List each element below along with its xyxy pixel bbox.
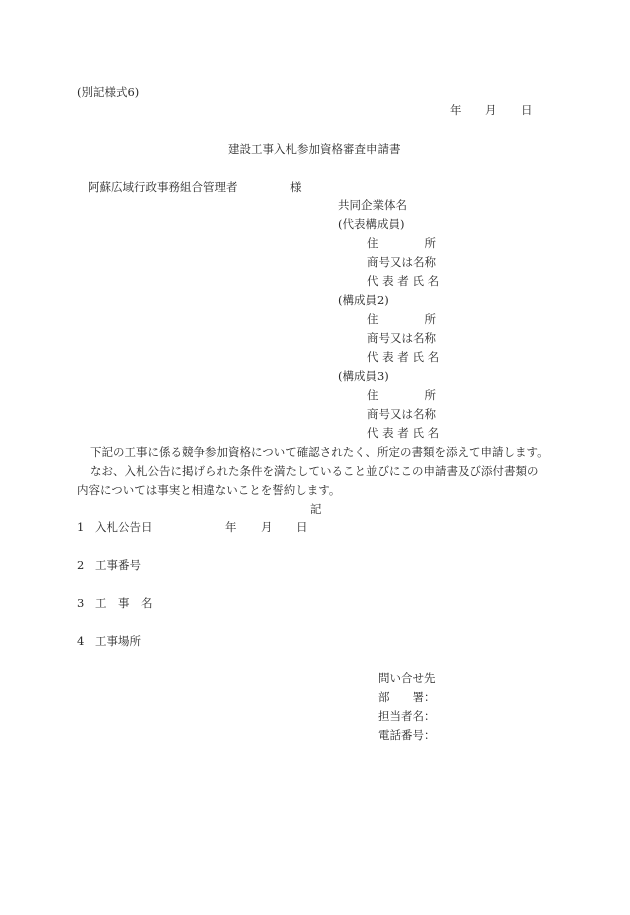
member-representative-label: 代 表 者 氏 名 — [367, 426, 440, 440]
body-paragraph-2-line-2: 内容については事実と相違ないことを誓約します。 — [77, 483, 341, 497]
member-company-label: 商号又は名称 — [367, 255, 436, 269]
item-day: 日 — [296, 520, 308, 534]
date-month: 月 — [485, 103, 497, 117]
member-heading: (構成員2) — [338, 293, 389, 307]
member-address-label: 住 所 — [367, 236, 436, 250]
contact-department-label: 部 署： — [378, 690, 436, 704]
member-company-label: 商号又は名称 — [367, 407, 436, 421]
contact-phone-label: 電話番号： — [378, 728, 436, 742]
document-title: 建設工事入札参加資格審査申請書 — [228, 142, 401, 156]
addressee-name: 阿蘇広域行政事務組合管理者 — [88, 180, 238, 194]
member-company-label: 商号又は名称 — [367, 331, 436, 345]
item-label-project-name: 工 事 名 — [95, 596, 153, 610]
item-number: 4 — [77, 634, 85, 648]
addressee-honorific: 様 — [290, 180, 302, 194]
body-paragraph-2-line-1: なお、入札公告に掲げられた条件を満たしていること並びにこの申請書及び添付書類の — [90, 464, 539, 478]
item-label-project-location: 工事場所 — [95, 634, 141, 648]
item-label-project-number: 工事番号 — [95, 558, 141, 572]
item-number: 1 — [77, 520, 85, 534]
item-year: 年 — [225, 520, 237, 534]
body-paragraph-1: 下記の工事に係る競争参加資格について確認されたく、所定の書類を添えて申請します。 — [90, 445, 549, 459]
jv-name-label: 共同企業体名 — [338, 198, 407, 212]
item-number: 3 — [77, 596, 85, 610]
item-number: 2 — [77, 558, 85, 572]
contact-person-label: 担当者名： — [378, 709, 436, 723]
member-representative-label: 代 表 者 氏 名 — [367, 274, 440, 288]
form-label: (別記様式6) — [77, 85, 140, 99]
member-heading: (代表構成員) — [338, 217, 405, 231]
member-address-label: 住 所 — [367, 388, 436, 402]
item-label-bid-date: 入札公告日 — [95, 520, 153, 534]
member-representative-label: 代 表 者 氏 名 — [367, 350, 440, 364]
item-month: 月 — [261, 520, 273, 534]
date-year: 年 — [450, 103, 462, 117]
member-heading: (構成員3) — [338, 369, 389, 383]
ki-heading: 記 — [310, 502, 322, 516]
contact-heading: 問い合せ先 — [378, 671, 436, 685]
date-day: 日 — [521, 103, 533, 117]
member-address-label: 住 所 — [367, 312, 436, 326]
